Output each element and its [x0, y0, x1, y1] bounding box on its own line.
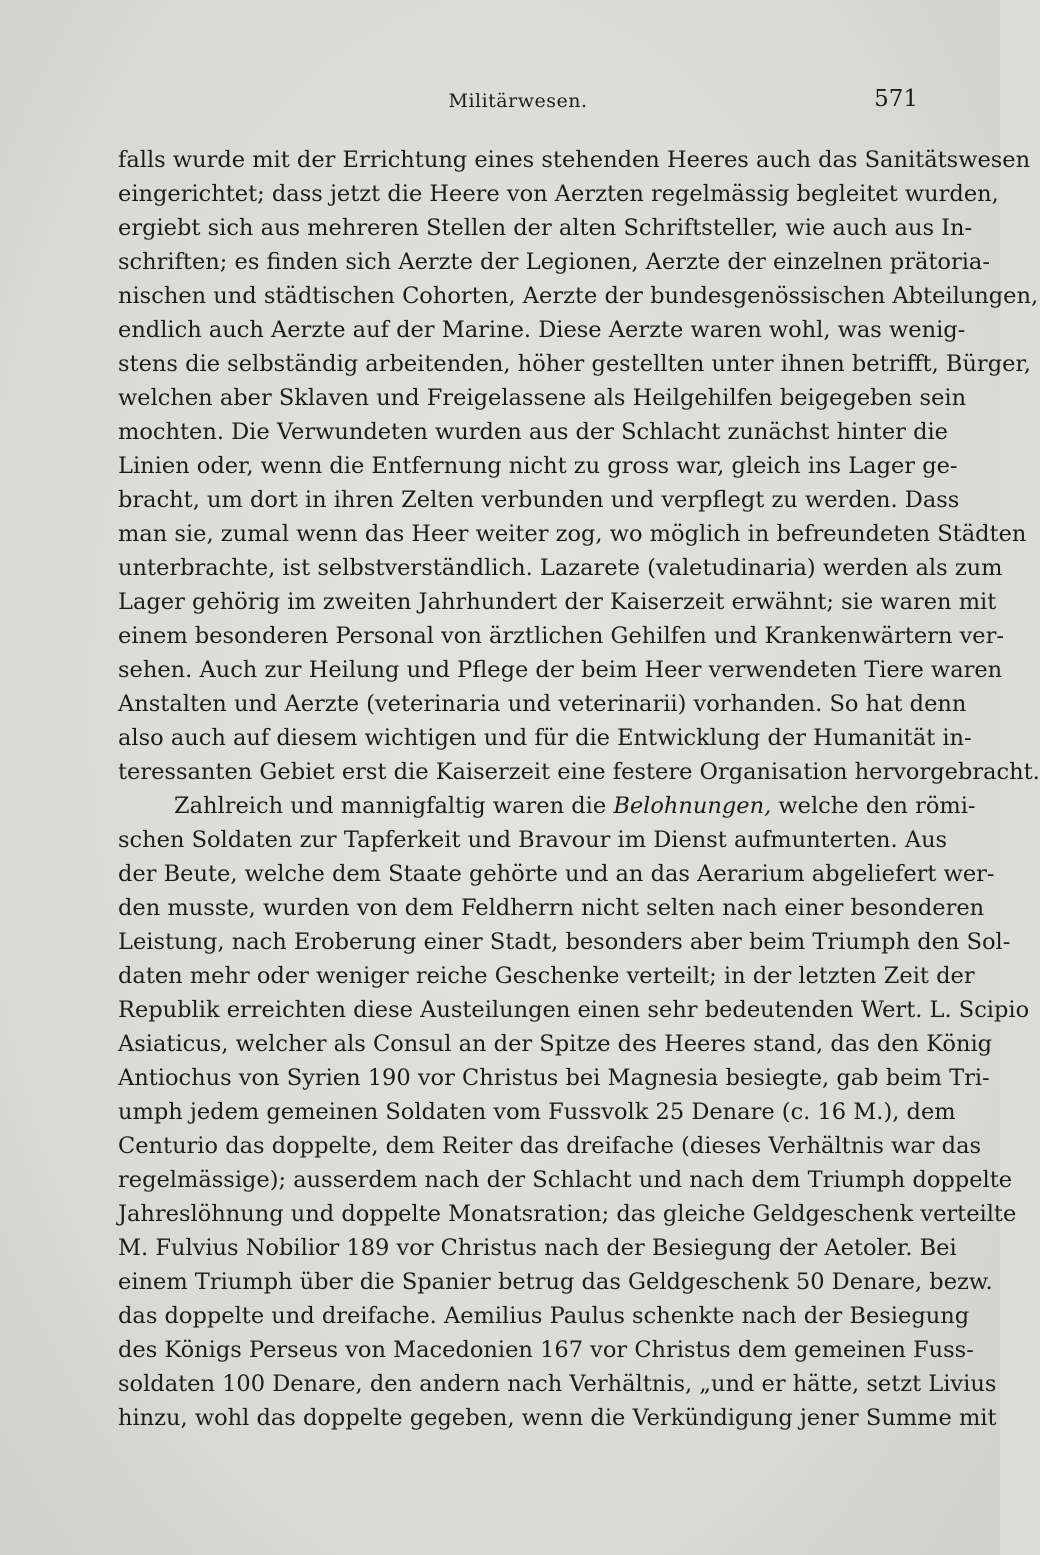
text-line: unterbrachte, ist selbstverständlich. Lazarete (valetudinaria) werden als zum [118, 555, 1003, 581]
text-line: Asiaticus, welcher als Consul an der Spitze des Heeres stand, das den König [118, 1031, 993, 1057]
text-line: umph jedem gemeinen Soldaten vom Fussvolk 25 Denare (c. 16 M.), dem [118, 1099, 956, 1125]
text-line: einem Triumph über die Spanier betrug das Geldgeschenk 50 Denare, bezw. [118, 1269, 993, 1295]
text-line: schen Soldaten zur Tapferkeit und Bravour im Dienst aufmunterten. Aus [118, 827, 948, 853]
text-line: man sie, zumal wenn das Heer weiter zog, wo möglich in befreundeten Städten [118, 521, 1027, 547]
text-segment: Zahlreich und mannigfaltig waren die [174, 793, 614, 819]
text-line: mochten. Die Verwundeten wurden aus der Schlacht zunächst hinter die [118, 419, 948, 445]
text-line: des Königs Perseus von Macedonien 167 vor Christus dem gemeinen Fuss- [118, 1337, 974, 1363]
text-line: regelmässige); ausserdem nach der Schlacht und nach dem Triumph doppelte [118, 1167, 1013, 1193]
text-line: endlich auch Aerzte auf der Marine. Diese Aerzte waren wohl, was wenig- [118, 317, 966, 343]
text-line: Antiochus von Syrien 190 vor Christus bei Magnesia besiegte, gab beim Tri- [118, 1065, 990, 1091]
text-line: Anstalten und Aerzte (veterinaria und veterinarii) vorhanden. So hat denn [118, 691, 967, 717]
text-line: soldaten 100 Denare, den andern nach Verhältnis, „und er hätte, setzt Livius [118, 1371, 997, 1397]
text-line: den musste, wurden von dem Feldherrn nicht selten nach einer besonderen [118, 895, 985, 921]
text-line: M. Fulvius Nobilior 189 vor Christus nach der Besiegung der Aetoler. Bei [118, 1235, 957, 1261]
text-line: also auch auf diesem wichtigen und für die Entwicklung der Humanität in- [118, 725, 972, 751]
text-line: bracht, um dort in ihren Zelten verbunden und verpflegt zu werden. Dass [118, 487, 960, 513]
text-line: sehen. Auch zur Heilung und Pflege der beim Heer verwendeten Tiere waren [118, 657, 1003, 683]
text-line: Lager gehörig im zweiten Jahrhundert der Kaiserzeit erwähnt; sie waren mit [118, 589, 997, 615]
text-line: schriften; es finden sich Aerzte der Legionen, Aerzte der einzelnen prätoria- [118, 249, 990, 275]
text-line: Centurio das doppelte, dem Reiter das dreifache (dieses Verhältnis war das [118, 1133, 982, 1159]
body-text [118, 143, 1040, 1435]
text-line: einem besonderen Personal von ärztlichen Gehilfen und Krankenwärtern ver- [118, 623, 1004, 649]
text-line: Jahreslöhnung und doppelte Monatsration; das gleiche Geldgeschenk verteilte [118, 1201, 1017, 1227]
text-line: ergiebt sich aus mehreren Stellen der alten Schriftsteller, wie auch aus In- [118, 215, 973, 241]
text-line: Republik erreichten diese Austeilungen einen sehr bedeutenden Wert. L. Scipio [118, 997, 1030, 1023]
text-line: nischen und städtischen Cohorten, Aerzte der bundesgenössischen Abteilungen, [118, 283, 1039, 309]
text-line: welchen aber Sklaven und Freigelassene als Heilgehilfen beigegeben sein [118, 385, 967, 411]
text-line: das doppelte und dreifache. Aemilius Paulus schenkte nach der Besiegung [118, 1303, 970, 1329]
page-number: 571 [874, 86, 918, 112]
text-line: eingerichtet; dass jetzt die Heere von Aerzten regelmässig begleitet wurden, [118, 181, 999, 207]
running-head [118, 86, 918, 118]
paragraph-end-line: teressanten Gebiet erst die Kaiserzeit eine festere Organisation hervorgebracht. [118, 759, 1040, 785]
text-line: hinzu, wohl das doppelte gegeben, wenn die Verkündigung jener Summe mit [118, 1405, 997, 1431]
text-line: falls wurde mit der Errichtung eines stehenden Heeres auch das Sanitätswesen [118, 147, 1031, 173]
text-line: stens die selbständig arbeitenden, höher gestellten unter ihnen betrifft, Bürger, [118, 351, 1031, 377]
paragraph-start-line [118, 789, 976, 823]
text-line: der Beute, welche dem Staate gehörte und an das Aerarium abgeliefert wer- [118, 861, 995, 887]
text-segment: welche den römi- [771, 793, 976, 819]
running-title: Militärwesen. [448, 90, 588, 112]
emphasized-term: Belohnungen, [613, 793, 772, 819]
text-line: Linien oder, wenn die Entfernung nicht zu gross war, gleich ins Lager ge- [118, 453, 958, 479]
text-line: daten mehr oder weniger reiche Geschenke verteilt; in der letzten Zeit der [118, 963, 975, 989]
text-line: Leistung, nach Eroberung einer Stadt, besonders aber beim Triumph den Sol- [118, 929, 1011, 955]
